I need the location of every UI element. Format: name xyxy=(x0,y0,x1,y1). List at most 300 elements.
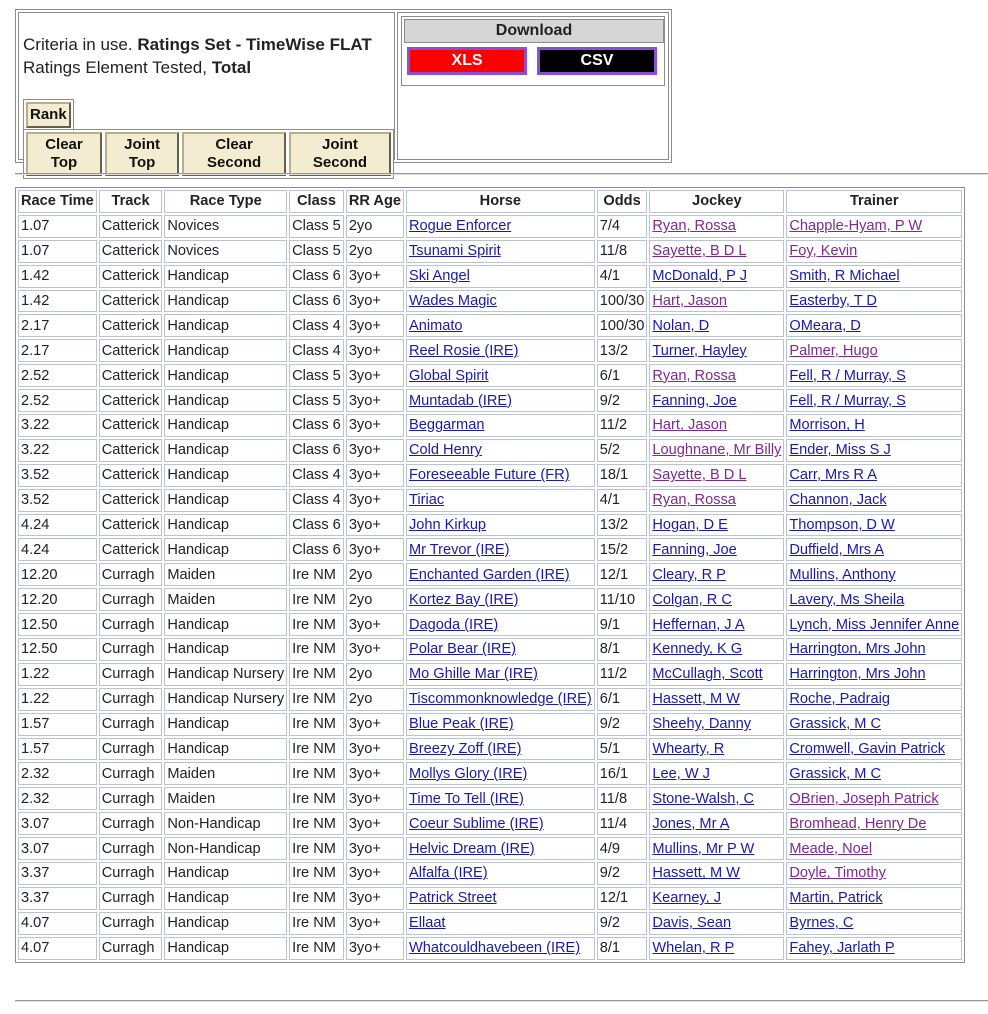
cell-rr-age: 3yo+ xyxy=(346,912,404,935)
jockey-link[interactable]: Mullins, Mr P W xyxy=(652,840,755,857)
jockey-link[interactable]: Ryan, Rossa xyxy=(652,492,736,509)
cell-horse xyxy=(406,538,595,561)
table-row xyxy=(18,514,962,537)
cell-trainer xyxy=(786,837,962,860)
table-row xyxy=(18,762,962,785)
criteria-ratings-set: Ratings Set - TimeWise FLAT xyxy=(137,35,372,54)
cell-odds: 9/1 xyxy=(597,613,648,636)
horse-link[interactable]: Ellaat xyxy=(408,915,446,932)
cell-trainer xyxy=(786,389,962,412)
jockey-link[interactable]: Davis, Sean xyxy=(652,915,732,932)
header-class: Class xyxy=(289,190,344,213)
trainer-link[interactable]: OMeara, D xyxy=(789,317,861,334)
cell-class: Class 6 xyxy=(289,439,344,462)
trainer-link[interactable]: Palmer, Hugo xyxy=(789,342,878,359)
cell-track: Curragh xyxy=(99,862,163,885)
cell-class: Class 6 xyxy=(289,265,344,288)
horse-link[interactable]: Breezy Zoff (IRE) xyxy=(408,741,522,758)
jockey-link[interactable]: Sheehy, Danny xyxy=(652,716,752,733)
cell-race-type: Novices xyxy=(164,240,287,263)
jockey-link[interactable]: Lee, W J xyxy=(652,765,710,782)
cell-trainer xyxy=(786,563,962,586)
cell-track: Catterick xyxy=(99,290,163,313)
cell-rr-age: 3yo+ xyxy=(346,937,404,960)
jockey-link[interactable]: Jones, Mr A xyxy=(652,815,730,832)
cell-jockey xyxy=(649,688,784,711)
cell-race-time: 1.57 xyxy=(18,713,97,736)
cell-odds: 5/2 xyxy=(597,439,648,462)
jockey-link[interactable]: Heffernan, J A xyxy=(652,616,745,633)
cell-track: Curragh xyxy=(99,787,163,810)
cell-race-type: Handicap xyxy=(164,364,287,387)
cell-race-type: Handicap xyxy=(164,538,287,561)
cell-odds: 9/2 xyxy=(597,862,648,885)
trainer-link[interactable]: Duffield, Mrs A xyxy=(789,541,884,558)
cell-horse xyxy=(406,364,595,387)
cell-odds: 12/1 xyxy=(597,563,648,586)
cell-horse xyxy=(406,464,595,487)
cell-track: Curragh xyxy=(99,713,163,736)
table-row xyxy=(18,439,962,462)
horse-link[interactable]: Muntadab (IRE) xyxy=(408,392,512,409)
cell-class: Ire NM xyxy=(289,738,344,761)
cell-odds: 11/10 xyxy=(597,588,648,611)
cell-trainer xyxy=(786,314,962,337)
trainer-link[interactable]: Lynch, Miss Jennifer Anne xyxy=(789,616,960,633)
cell-track: Catterick xyxy=(99,265,163,288)
cell-trainer xyxy=(786,240,962,263)
trainer-link[interactable]: Morrison, H xyxy=(789,417,865,434)
jockey-link[interactable]: Sayette, B D L xyxy=(652,467,747,484)
horse-link[interactable]: Ski Angel xyxy=(408,268,470,285)
trainer-link[interactable]: Harrington, Mrs John xyxy=(789,641,926,658)
trainer-link[interactable]: Grassick, M C xyxy=(789,716,881,733)
trainer-link[interactable]: Smith, R Michael xyxy=(789,268,900,285)
cell-rr-age: 3yo+ xyxy=(346,389,404,412)
trainer-link[interactable]: Thompson, D W xyxy=(789,517,895,534)
cell-odds: 11/4 xyxy=(597,812,648,835)
cell-track: Catterick xyxy=(99,364,163,387)
trainer-link[interactable]: Martin, Patrick xyxy=(789,890,883,907)
table-row xyxy=(18,339,962,362)
trainer-link[interactable]: Lavery, Ms Sheila xyxy=(789,591,905,608)
table-row xyxy=(18,663,962,686)
cell-rr-age: 2yo xyxy=(346,563,404,586)
jockey-link[interactable]: Sayette, B D L xyxy=(652,243,747,260)
criteria-element: Total xyxy=(211,58,252,77)
cell-horse xyxy=(406,240,595,263)
cell-race-time: 4.07 xyxy=(18,937,97,960)
cell-odds: 6/1 xyxy=(597,364,648,387)
cell-race-type: Maiden xyxy=(164,787,287,810)
cell-trainer xyxy=(786,812,962,835)
trainer-link[interactable]: Foy, Kevin xyxy=(789,243,858,260)
cell-odds: 11/2 xyxy=(597,663,648,686)
jockey-link[interactable]: Hassett, M W xyxy=(652,691,740,708)
cell-horse xyxy=(406,563,595,586)
cell-race-time: 3.37 xyxy=(18,862,97,885)
horse-link[interactable]: Coeur Sublime (IRE) xyxy=(408,815,544,832)
horse-link[interactable]: Polar Bear (IRE) xyxy=(408,641,517,658)
jockey-link[interactable]: Colgan, R C xyxy=(652,591,732,608)
cell-trainer xyxy=(786,638,962,661)
cell-jockey xyxy=(649,314,784,337)
cell-race-time: 12.20 xyxy=(18,563,97,586)
jockey-link[interactable]: Hart, Jason xyxy=(652,293,727,309)
cell-rr-age: 2yo xyxy=(346,588,404,611)
cell-track: Curragh xyxy=(99,663,163,686)
cell-class: Class 4 xyxy=(289,464,344,487)
horse-link[interactable]: Patrick Street xyxy=(408,890,497,907)
cell-race-time: 1.57 xyxy=(18,738,97,761)
cell-race-time: 2.52 xyxy=(18,389,97,412)
horse-link[interactable]: Cold Henry xyxy=(408,442,482,459)
cell-race-type: Handicap xyxy=(164,638,287,661)
cell-track: Catterick xyxy=(99,489,163,512)
cell-race-type: Handicap xyxy=(164,912,287,935)
cell-race-type: Handicap xyxy=(164,613,287,636)
cell-odds: 4/9 xyxy=(597,837,648,860)
table-row xyxy=(18,887,962,910)
cell-horse xyxy=(406,588,595,611)
cell-rr-age: 2yo xyxy=(346,688,404,711)
horse-link[interactable]: Blue Peak (IRE) xyxy=(408,716,514,733)
cell-class: Ire NM xyxy=(289,812,344,835)
cell-rr-age: 3yo+ xyxy=(346,414,404,437)
jockey-link[interactable]: Hart, Jason xyxy=(652,417,727,434)
cell-track: Catterick xyxy=(99,414,163,437)
cell-track: Catterick xyxy=(99,538,163,561)
cell-rr-age: 2yo xyxy=(346,240,404,263)
cell-track: Curragh xyxy=(99,738,163,761)
cell-trainer xyxy=(786,265,962,288)
cell-horse xyxy=(406,887,595,910)
cell-odds: 100/30 xyxy=(597,314,648,337)
cell-horse xyxy=(406,290,595,313)
trainer-link[interactable]: Mullins, Anthony xyxy=(789,566,896,583)
clear-top-button[interactable]: Clear Top xyxy=(26,132,102,176)
cell-race-type: Non-Handicap xyxy=(164,837,287,860)
table-row xyxy=(18,588,962,611)
cell-jockey xyxy=(649,588,784,611)
horse-link[interactable]: Animato xyxy=(408,317,463,334)
cell-rr-age: 3yo+ xyxy=(346,439,404,462)
horse-link[interactable]: Mr Trevor (IRE) xyxy=(408,541,510,558)
cell-odds: 9/2 xyxy=(597,912,648,935)
cell-horse xyxy=(406,738,595,761)
cell-jockey xyxy=(649,389,784,412)
cell-rr-age: 2yo xyxy=(346,215,404,238)
cell-class: Ire NM xyxy=(289,563,344,586)
joint-second-button[interactable]: Joint Second xyxy=(289,132,391,176)
cell-jockey xyxy=(649,538,784,561)
cell-rr-age: 3yo+ xyxy=(346,738,404,761)
xls-download-button[interactable]: XLS xyxy=(407,47,527,75)
cell-trainer xyxy=(786,588,962,611)
horse-link[interactable]: Mo Ghille Mar (IRE) xyxy=(408,666,538,683)
table-row xyxy=(18,613,962,636)
cell-class: Ire NM xyxy=(289,937,344,960)
header-track: Track xyxy=(99,190,163,213)
cell-track: Catterick xyxy=(99,389,163,412)
header-race-type: Race Type xyxy=(164,190,287,213)
trainer-link[interactable]: Fahey, Jarlath P xyxy=(789,940,895,957)
trainer-link[interactable]: Fell, R / Murray, S xyxy=(789,392,906,409)
cell-class: Class 4 xyxy=(289,314,344,337)
cell-trainer xyxy=(786,762,962,785)
cell-horse xyxy=(406,862,595,885)
horse-link[interactable]: Rogue Enforcer xyxy=(408,218,512,235)
table-row xyxy=(18,812,962,835)
cell-trainer xyxy=(786,514,962,537)
cell-odds: 11/8 xyxy=(597,240,648,263)
cell-horse xyxy=(406,314,595,337)
jockey-link[interactable]: Kennedy, K G xyxy=(652,641,743,658)
cell-race-type: Non-Handicap xyxy=(164,812,287,835)
cell-rr-age: 3yo+ xyxy=(346,339,404,362)
cell-odds: 9/2 xyxy=(597,713,648,736)
cell-race-time: 3.22 xyxy=(18,414,97,437)
cell-horse xyxy=(406,613,595,636)
table-row xyxy=(18,738,962,761)
cell-track: Curragh xyxy=(99,937,163,960)
cell-horse xyxy=(406,787,595,810)
jockey-link[interactable]: Cleary, R P xyxy=(652,566,726,583)
cell-race-time: 3.07 xyxy=(18,837,97,860)
cell-jockey xyxy=(649,638,784,661)
cell-race-time: 2.32 xyxy=(18,762,97,785)
clear-second-button[interactable]: Clear Second xyxy=(182,132,286,176)
results-body xyxy=(18,215,962,960)
cell-race-type: Maiden xyxy=(164,563,287,586)
cell-race-type: Maiden xyxy=(164,762,287,785)
cell-jockey xyxy=(649,265,784,288)
trainer-link[interactable]: Channon, Jack xyxy=(789,492,887,509)
cell-race-time: 12.50 xyxy=(18,638,97,661)
horse-link[interactable]: Time To Tell (IRE) xyxy=(408,790,524,807)
cell-trainer xyxy=(786,787,962,810)
cell-jockey xyxy=(649,762,784,785)
cell-rr-age: 3yo+ xyxy=(346,887,404,910)
cell-jockey xyxy=(649,563,784,586)
cell-horse xyxy=(406,389,595,412)
cell-race-type: Handicap xyxy=(164,862,287,885)
horse-link[interactable]: Reel Rosie (IRE) xyxy=(408,342,519,359)
header-odds: Odds xyxy=(597,190,648,213)
cell-class: Class 6 xyxy=(289,414,344,437)
cell-odds: 11/8 xyxy=(597,787,648,810)
cell-jockey xyxy=(649,339,784,362)
horse-link[interactable]: Enchanted Garden (IRE) xyxy=(408,566,570,583)
horse-link[interactable]: Tiriac xyxy=(408,492,445,509)
cell-odds: 8/1 xyxy=(597,638,648,661)
jockey-link[interactable]: Stone-Walsh, C xyxy=(652,790,755,807)
trainer-link[interactable]: OBrien, Joseph Patrick xyxy=(789,790,939,807)
jockey-link[interactable]: Whelan, R P xyxy=(652,940,735,957)
trainer-link[interactable]: Meade, Noel xyxy=(789,840,873,857)
cell-trainer xyxy=(786,862,962,885)
cell-jockey xyxy=(649,414,784,437)
horse-link[interactable]: Global Spirit xyxy=(408,367,489,384)
cell-trainer xyxy=(786,688,962,711)
table-row xyxy=(18,414,962,437)
cell-track: Catterick xyxy=(99,439,163,462)
cell-class: Class 6 xyxy=(289,538,344,561)
cell-horse xyxy=(406,489,595,512)
cell-race-time: 3.37 xyxy=(18,887,97,910)
jockey-link[interactable]: Hassett, M W xyxy=(652,865,740,882)
cell-track: Curragh xyxy=(99,613,163,636)
trainer-link[interactable]: Easterby, T D xyxy=(789,293,877,309)
cell-trainer xyxy=(786,215,962,238)
cell-horse xyxy=(406,837,595,860)
horse-link[interactable]: Helvic Dream (IRE) xyxy=(408,840,535,857)
jockey-link[interactable]: Loughnane, Mr Billy xyxy=(652,442,782,459)
jockey-link[interactable]: Hogan, D E xyxy=(652,517,728,534)
horse-link[interactable]: John Kirkup xyxy=(408,517,487,534)
cell-race-type: Handicap xyxy=(164,314,287,337)
cell-race-type: Handicap xyxy=(164,489,287,512)
table-row xyxy=(18,215,962,238)
cell-track: Curragh xyxy=(99,638,163,661)
cell-race-type: Handicap xyxy=(164,290,287,313)
cell-rr-age: 3yo+ xyxy=(346,514,404,537)
cell-race-time: 2.32 xyxy=(18,787,97,810)
header-jockey: Jockey xyxy=(649,190,784,213)
cell-race-time: 4.24 xyxy=(18,514,97,537)
cell-race-time: 1.22 xyxy=(18,688,97,711)
cell-race-time: 1.42 xyxy=(18,265,97,288)
cell-jockey xyxy=(649,912,784,935)
table-row xyxy=(18,389,962,412)
cell-race-type: Handicap xyxy=(164,389,287,412)
cell-trainer xyxy=(786,489,962,512)
jockey-link[interactable]: Turner, Hayley xyxy=(652,342,747,359)
cell-horse xyxy=(406,937,595,960)
cell-trainer xyxy=(786,613,962,636)
cell-horse xyxy=(406,514,595,537)
jockey-link[interactable]: Kearney, J xyxy=(652,890,722,907)
trainer-link[interactable]: Ender, Miss S J xyxy=(789,442,891,459)
cell-rr-age: 3yo+ xyxy=(346,762,404,785)
cell-jockey xyxy=(649,663,784,686)
trainer-link[interactable]: Grassick, M C xyxy=(789,765,881,782)
trainer-link[interactable]: Roche, Padraig xyxy=(789,691,890,708)
horse-link[interactable]: Whatcouldhavebeen (IRE) xyxy=(408,940,581,957)
horse-link[interactable]: Beggarman xyxy=(408,417,485,434)
horse-link[interactable]: Wades Magic xyxy=(408,293,497,309)
cell-rr-age: 3yo+ xyxy=(346,314,404,337)
jockey-link[interactable]: Fanning, Joe xyxy=(652,541,737,558)
trainer-link[interactable]: Bromhead, Henry De xyxy=(789,815,927,832)
cell-class: Ire NM xyxy=(289,638,344,661)
table-header-row xyxy=(18,190,962,213)
cell-race-time: 1.07 xyxy=(18,215,97,238)
trainer-link[interactable]: Carr, Mrs R A xyxy=(789,467,877,484)
cell-rr-age: 3yo+ xyxy=(346,713,404,736)
cell-class: Class 4 xyxy=(289,339,344,362)
horse-link[interactable]: Mollys Glory (IRE) xyxy=(408,765,528,782)
csv-download-button[interactable]: CSV xyxy=(537,47,657,75)
cell-track: Catterick xyxy=(99,339,163,362)
cell-track: Curragh xyxy=(99,837,163,860)
cell-rr-age: 3yo+ xyxy=(346,862,404,885)
cell-race-type: Maiden xyxy=(164,588,287,611)
cell-race-time: 3.52 xyxy=(18,489,97,512)
cell-odds: 4/1 xyxy=(597,265,648,288)
trainer-link[interactable]: Doyle, Timothy xyxy=(789,865,886,882)
jockey-link[interactable]: McDonald, P J xyxy=(652,268,748,285)
cell-horse xyxy=(406,414,595,437)
cell-rr-age: 3yo+ xyxy=(346,464,404,487)
cell-jockey xyxy=(649,862,784,885)
cell-race-time: 2.17 xyxy=(18,314,97,337)
cell-trainer xyxy=(786,290,962,313)
horse-link[interactable]: Dagoda (IRE) xyxy=(408,616,499,633)
cell-jockey xyxy=(649,787,784,810)
rank-button[interactable]: Rank xyxy=(26,102,71,128)
cell-jockey xyxy=(649,489,784,512)
jockey-link[interactable]: Ryan, Rossa xyxy=(652,367,736,384)
criteria-element-prefix: Ratings Element Tested, xyxy=(23,58,207,77)
jockey-link[interactable]: Nolan, D xyxy=(652,317,710,334)
trainer-link[interactable]: Fell, R / Murray, S xyxy=(789,367,906,384)
cell-race-type: Handicap xyxy=(164,937,287,960)
table-row xyxy=(18,912,962,935)
cell-jockey xyxy=(649,240,784,263)
cell-trainer xyxy=(786,339,962,362)
horse-link[interactable]: Foreseeable Future (FR) xyxy=(408,467,570,484)
jockey-link[interactable]: Whearty, R xyxy=(652,741,725,758)
cell-horse xyxy=(406,439,595,462)
jockey-link[interactable]: Fanning, Joe xyxy=(652,392,737,409)
cell-odds: 100/30 xyxy=(597,290,648,313)
cell-odds: 8/1 xyxy=(597,937,648,960)
cell-class: Class 5 xyxy=(289,389,344,412)
jockey-link[interactable]: Ryan, Rossa xyxy=(652,218,736,235)
jockey-link[interactable]: McCullagh, Scott xyxy=(652,666,763,683)
horse-link[interactable]: Alfalfa (IRE) xyxy=(408,865,488,882)
table-row xyxy=(18,464,962,487)
cell-odds: 9/2 xyxy=(597,389,648,412)
joint-top-button[interactable]: Joint Top xyxy=(105,132,179,176)
horse-link[interactable]: Tiscommonknowledge (IRE) xyxy=(408,691,592,708)
cell-track: Curragh xyxy=(99,912,163,935)
cell-race-type: Handicap xyxy=(164,738,287,761)
cell-class: Class 6 xyxy=(289,514,344,537)
trainer-link[interactable]: Byrnes, C xyxy=(789,915,854,932)
trainer-link[interactable]: Chapple-Hyam, P W xyxy=(789,218,923,235)
cell-trainer xyxy=(786,937,962,960)
cell-trainer xyxy=(786,887,962,910)
cell-rr-age: 3yo+ xyxy=(346,837,404,860)
cell-odds: 12/1 xyxy=(597,887,648,910)
trainer-link[interactable]: Cromwell, Gavin Patrick xyxy=(789,741,946,758)
cell-odds: 16/1 xyxy=(597,762,648,785)
cell-class: Class 6 xyxy=(289,290,344,313)
cell-jockey xyxy=(649,613,784,636)
horse-link[interactable]: Kortez Bay (IRE) xyxy=(408,591,519,608)
cell-trainer xyxy=(786,912,962,935)
cell-class: Ire NM xyxy=(289,862,344,885)
trainer-link[interactable]: Harrington, Mrs John xyxy=(789,666,926,683)
table-row xyxy=(18,364,962,387)
cell-rr-age: 3yo+ xyxy=(346,290,404,313)
cell-jockey xyxy=(649,738,784,761)
cell-race-type: Handicap xyxy=(164,514,287,537)
table-row xyxy=(18,787,962,810)
horse-link[interactable]: Tsunami Spirit xyxy=(408,243,501,260)
